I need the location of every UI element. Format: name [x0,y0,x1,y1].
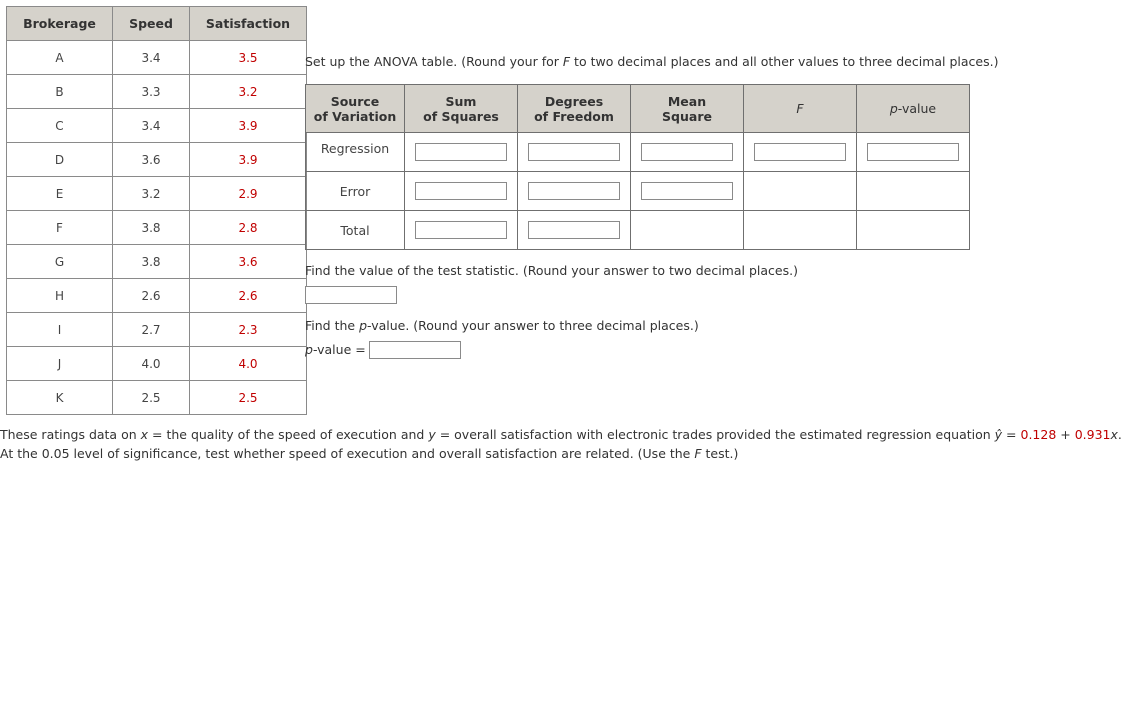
total-f-cell [744,211,857,250]
variable-x: x [1110,427,1118,442]
satisfaction-cell: 2.9 [190,177,307,211]
error-df-input[interactable] [528,182,620,200]
header-text: Mean [667,93,707,109]
header-mean-square [631,85,744,133]
table-row [7,41,307,75]
error-ss-input[interactable] [415,182,507,200]
regression-ms-cell [631,133,744,172]
anova-row-regression [306,133,970,172]
problem-description-line-1 [0,427,1122,442]
description-text: = the quality of the speed of execution and [148,427,429,442]
header-text: p [889,101,898,116]
regression-df-input[interactable] [528,143,620,161]
header-satisfaction: Satisfaction [190,7,307,41]
brokerage-cell: I [7,313,113,347]
instruction-text-b: to two decimal places and all other values to three decimal places.) [570,54,999,69]
header-speed: Speed [113,7,190,41]
brokerage-cell: A [7,41,113,75]
header-text: Square [662,108,712,124]
header-text: Degrees [544,93,604,109]
description-text: + [1056,427,1075,442]
speed-cell: 3.6 [113,143,190,177]
intercept-value: 0.128 [1020,427,1057,442]
description-text: = overall satisfaction with electronic trades provided the estimated regression equation [435,427,995,442]
variable-y-hat: ŷ [994,427,1003,442]
total-df-cell [518,211,631,250]
error-f-cell [744,172,857,211]
description-text: These ratings data on [0,427,141,442]
p-value-prompt-text: Find the [305,318,360,333]
p-value-label [305,342,366,357]
variable-y: y [428,427,436,442]
brokerage-cell: D [7,143,113,177]
speed-cell: 3.3 [113,75,190,109]
header-source-of-variation [306,85,405,133]
satisfaction-cell: 4.0 [190,347,307,381]
error-ms-cell [631,172,744,211]
speed-cell: 3.4 [113,109,190,143]
table-row [7,313,307,347]
p-value-input[interactable] [369,341,461,359]
anova-row-error [306,172,970,211]
regression-p-value-input[interactable] [867,143,959,161]
variable-x: x [140,427,149,442]
brokerage-cell: E [7,177,113,211]
satisfaction-cell: 2.3 [190,313,307,347]
header-sum-of-squares [405,85,518,133]
table-row [7,75,307,109]
total-p-cell [857,211,970,250]
table-row [7,347,307,381]
description-text: test.) [701,446,739,461]
header-f: F [744,85,857,133]
brokerage-cell: G [7,245,113,279]
data-table-header-row [7,7,307,41]
header-text: Source [330,93,380,109]
speed-cell: 2.7 [113,313,190,347]
header-text: Sum [445,93,477,109]
anova-instruction [305,54,998,69]
row-label-error: Error [306,172,405,211]
f-symbol: F [694,446,702,461]
total-ss-input[interactable] [415,221,507,239]
speed-cell: 3.4 [113,41,190,75]
test-statistic-input[interactable] [305,286,397,304]
test-statistic-prompt: Find the value of the test statistic. (Round your answer to two decimal places.) [305,263,798,278]
regression-f-input[interactable] [754,143,846,161]
total-ss-cell [405,211,518,250]
satisfaction-cell: 3.6 [190,245,307,279]
header-text: -value [897,101,937,116]
brokerage-cell: B [7,75,113,109]
speed-cell: 3.8 [113,211,190,245]
speed-cell: 3.8 [113,245,190,279]
satisfaction-cell: 2.8 [190,211,307,245]
slope-value: 0.931 [1074,427,1111,442]
row-label-total: Total [306,211,405,250]
description-text: At the 0.05 level of significance, test whether speed of execution and overall satisfaction are related. (Use the [0,446,695,461]
satisfaction-cell: 3.9 [190,109,307,143]
p-symbol: p [305,342,313,357]
header-p-value [857,85,970,133]
regression-ss-input[interactable] [415,143,507,161]
satisfaction-cell: 3.2 [190,75,307,109]
description-text: . [1117,427,1122,442]
brokerage-cell: K [7,381,113,415]
header-text: of Squares [423,108,499,124]
error-ss-cell [405,172,518,211]
brokerage-cell: J [7,347,113,381]
error-ms-input[interactable] [641,182,733,200]
header-brokerage: Brokerage [7,7,113,41]
header-text: of Freedom [534,108,614,124]
speed-cell: 3.2 [113,177,190,211]
anova-header-row [306,85,970,133]
regression-ss-cell [405,133,518,172]
table-row [7,381,307,415]
regression-p-cell [857,133,970,172]
instruction-text-a: Set up the ANOVA table. (Round your for [305,54,563,69]
p-value-prompt-text: -value. (Round your answer to three decimal places.) [367,318,699,333]
satisfaction-cell: 3.9 [190,143,307,177]
brokerage-cell: C [7,109,113,143]
table-row [7,143,307,177]
satisfaction-cell: 2.5 [190,381,307,415]
table-row [7,211,307,245]
regression-df-cell [518,133,631,172]
description-text: = [1002,427,1021,442]
p-symbol: p [359,318,368,333]
instruction-f-symbol: F [562,54,571,69]
total-ms-cell [631,211,744,250]
header-degrees-of-freedom [518,85,631,133]
speed-cell: 4.0 [113,347,190,381]
error-p-cell [857,172,970,211]
table-row [7,109,307,143]
table-row [7,177,307,211]
row-label-regression: Regression [306,133,405,172]
total-df-input[interactable] [528,221,620,239]
table-row [7,245,307,279]
p-value-label-text: -value = [312,342,366,357]
error-df-cell [518,172,631,211]
data-table [6,6,307,415]
table-row [7,279,307,313]
brokerage-cell: H [7,279,113,313]
anova-row-total [306,211,970,250]
brokerage-cell: F [7,211,113,245]
anova-table [305,84,970,250]
satisfaction-cell: 3.5 [190,41,307,75]
problem-description-line-2 [0,446,738,461]
regression-ms-input[interactable] [641,143,733,161]
speed-cell: 2.5 [113,381,190,415]
header-text: of Variation [313,108,397,124]
p-value-prompt [305,318,699,333]
satisfaction-cell: 2.6 [190,279,307,313]
speed-cell: 2.6 [113,279,190,313]
regression-f-cell [744,133,857,172]
